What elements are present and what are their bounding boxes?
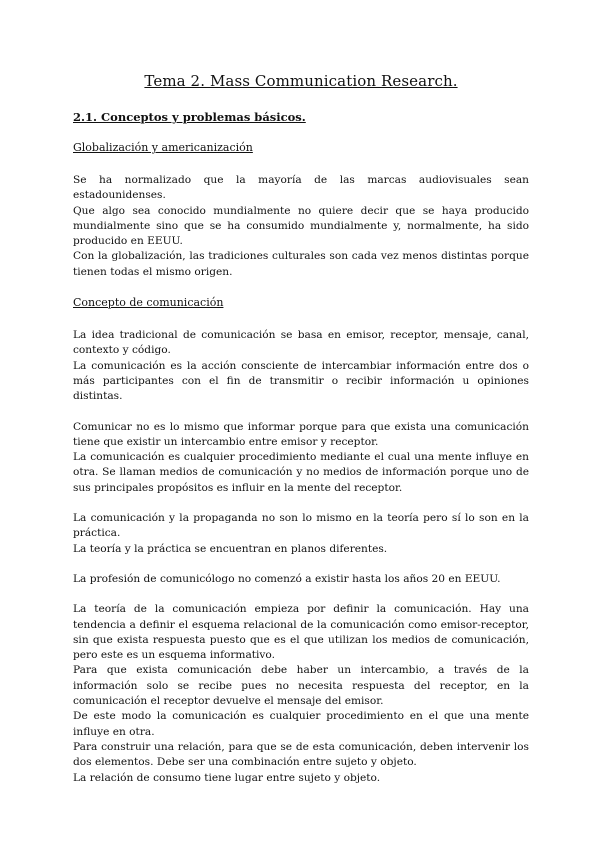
- spacer: [73, 280, 529, 296]
- paragraph: La profesión de comunicólogo no comenzó a existir hasta los años 20 en EEUU.: [73, 572, 501, 585]
- paragraph: La comunicación es cualquier procedimiento mediante el cual una mente influye en otra. Se llaman medios de comunicación y no medios de información porque uno de sus principales propósitos es influir en la mente del receptor.: [73, 451, 529, 494]
- paragraph: La relación de consumo tiene lugar entre sujeto y objeto.: [73, 771, 381, 784]
- paragraph: Para que exista comunicación debe haber un intercambio, a través de la información solo se recibe pues no necesita respuesta del receptor, en la comunicación el receptor devuelve el mensaje del emisor.: [73, 664, 529, 708]
- paragraph: La idea tradicional de comunicación se basa en emisor, receptor, mensaje, canal, contexto y código.: [73, 329, 529, 357]
- paragraph: La teoría de la comunicación empieza por definir la comunicación. Hay una tendencia a definir el esquema relacional de la comunicación como emisor-receptor, sin que exista respuesta puesto que es el que utilizan los medios de comunicación, pero este es un esquema informativo.: [73, 603, 529, 662]
- paragraph: Que algo sea conocido mundialmente no quiere decir que se haya producido mundialmente sino que se ha consumido mundialmente y, normalmente, ha sido producido en EEUU.: [73, 204, 529, 248]
- spacer: [73, 405, 529, 420]
- spacer: [73, 496, 529, 511]
- paragraph: La comunicación es la acción consciente de intercambiar información entre dos o más participantes con el fin de transmitir o recibir información u opiniones distintas.: [73, 359, 529, 403]
- document-title: Tema 2. Mass Communication Research.: [144, 72, 458, 90]
- section-title: 2.1. Conceptos y problemas básicos.: [73, 110, 306, 124]
- paragraph: Para construir una relación, para que se de esta comunicación, deben intervenir los dos elementos. Debe ser una combinación entre sujeto y objeto.: [73, 740, 529, 769]
- subheading-globalizacion: Globalización y americanización: [73, 141, 253, 154]
- subheading-concepto-comunicacion: Concepto de comunicación: [73, 296, 224, 310]
- spacer: [73, 587, 529, 602]
- document-page: [73, 72, 529, 786]
- paragraph: Se ha normalizado que la mayoría de las marcas audiovisuales sean estadounidenses.: [73, 174, 529, 202]
- paragraph: De este modo la comunicación es cualquier procedimiento en el que una mente influye en otra.: [73, 710, 529, 738]
- paragraph: Con la globalización, las tradiciones culturales son cada vez menos distintas porque tienen todas el mismo origen.: [73, 250, 529, 278]
- paragraph: La teoría y la práctica se encuentran en planos diferentes.: [73, 542, 388, 555]
- spacer: [73, 557, 529, 572]
- paragraph: Comunicar no es lo mismo que informar porque para que exista una comunicación tiene que existir un intercambio entre emisor y receptor.: [73, 420, 529, 448]
- paragraph: La comunicación y la propaganda no son lo mismo en la teoría pero sí lo son en la práctica.: [73, 512, 529, 540]
